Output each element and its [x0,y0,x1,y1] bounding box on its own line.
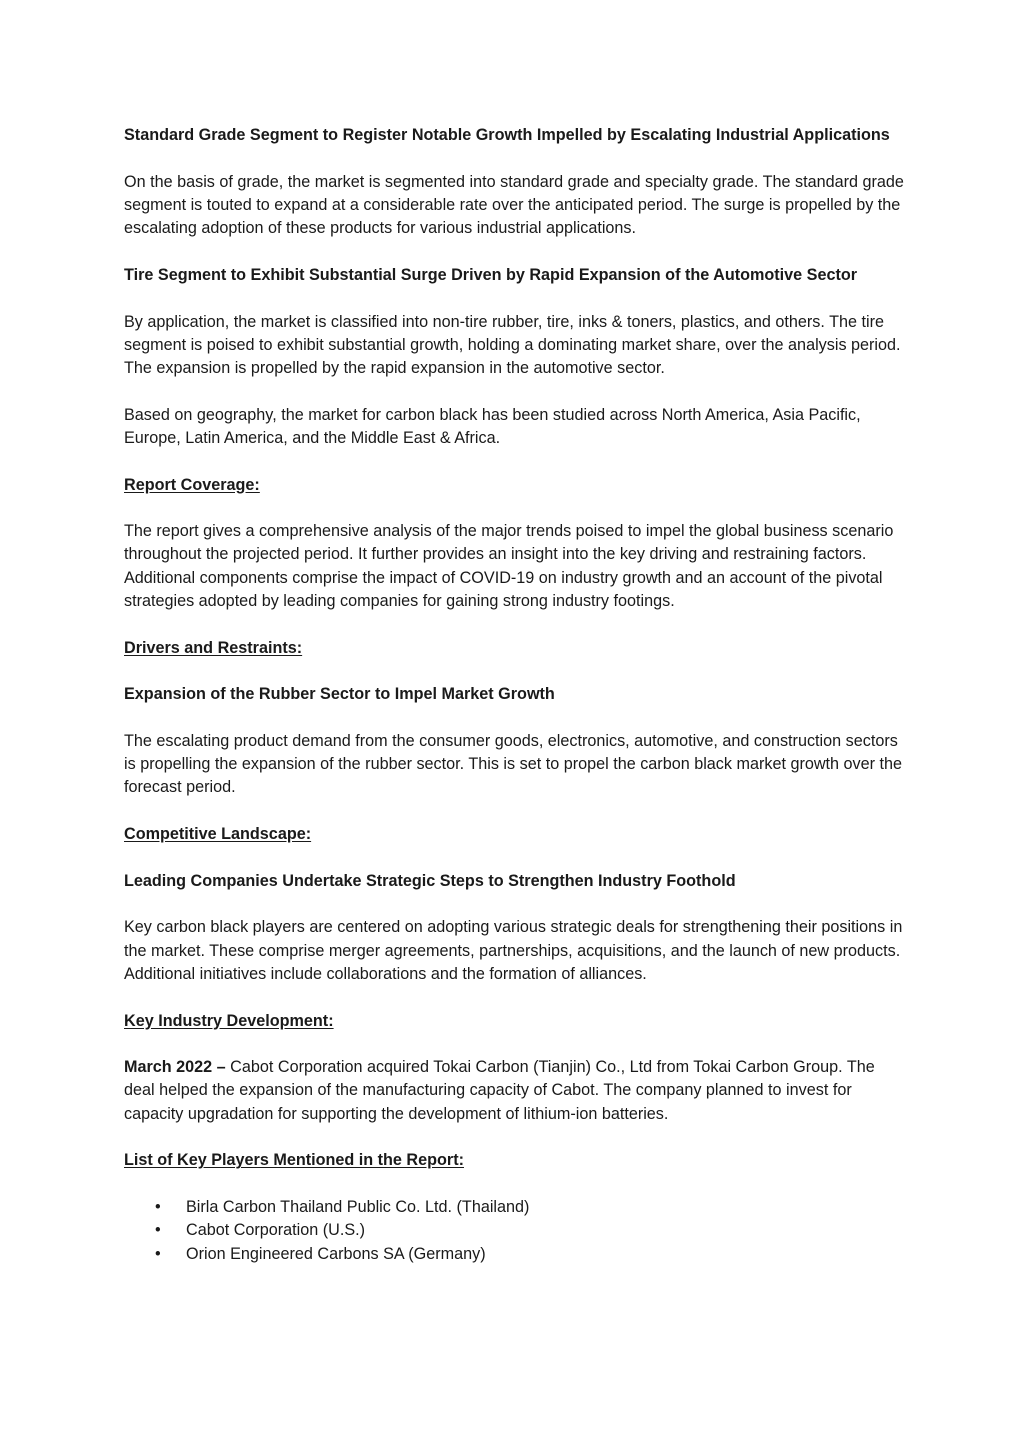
competitive-heading: Leading Companies Undertake Strategic Steps to Strengthen Industry Foothold [124,871,736,890]
key-development-paragraph [124,1056,904,1126]
report-coverage-label: Report Coverage: [124,475,260,494]
key-players-list [124,1196,904,1266]
list-item [124,1196,904,1219]
geography-paragraph: Based on geography, the market for carbon black has been studied across North America, Asia Pacific, Europe, Latin America, and the Middle East & Africa. [124,405,861,447]
development-date: March 2022 – [124,1058,226,1077]
report-coverage-paragraph: The report gives a comprehensive analysis of the major trends poised to impel the global business scenario throughout the projected period. It further provides an insight into the key driving and restraining factors. Additional components comprise the impact of COVID-19 on industry growth and an account of the pivotal strategies adopted by leading companies for gaining strong industry footings. [124,522,894,610]
key-development-label: Key Industry Development: [124,1011,334,1030]
tire-segment-heading: Tire Segment to Exhibit Substantial Surge Driven by Rapid Expansion of the Automotive Sector [124,265,858,284]
list-item [124,1219,904,1242]
player-name: Birla Carbon Thailand Public Co. Ltd. (Thailand) [186,1198,530,1217]
drivers-heading: Expansion of the Rubber Sector to Impel Market Growth [124,685,555,704]
competitive-paragraph: Key carbon black players are centered on adopting various strategic deals for strengthening their positions in the market. These comprise merger agreements, partnerships, acquisitions, and the launch of new products. Additional initiatives include collaborations and the formation of alliances. [124,918,903,983]
player-name: Orion Engineered Carbons SA (Germany) [186,1244,486,1263]
bullet-icon: • [155,1198,161,1217]
key-players-label: List of Key Players Mentioned in the Report: [124,1151,464,1170]
player-name: Cabot Corporation (U.S.) [186,1221,366,1240]
bullet-icon: • [155,1244,161,1263]
grade-segment-heading: Standard Grade Segment to Register Notable Growth Impelled by Escalating Industrial Applications [124,126,890,144]
drivers-restraints-label: Drivers and Restraints: [124,638,303,657]
bullet-icon: • [155,1221,161,1240]
competitive-landscape-label: Competitive Landscape: [124,825,312,844]
drivers-paragraph: The escalating product demand from the consumer goods, electronics, automotive, and construction sectors is propelling the expansion of the rubber sector. This is set to propel the carbon black market growth over the forecast period. [124,731,903,797]
grade-segment-paragraph: On the basis of grade, the market is segmented into standard grade and specialty grade. The standard grade segment is touted to expand at a considerable rate over the anticipated period. The surge is propelled by the escalating adoption of these products for various industrial applications. [124,172,904,238]
document-page [124,124,904,1266]
development-text: Cabot Corporation acquired Tokai Carbon (Tianjin) Co., Ltd from Tokai Carbon Group. The deal helped the expansion of the manufacturing capacity of Cabot. The company planned to invest for capacity upgradation for supporting the development of lithium-ion batteries. [124,1058,875,1123]
list-item [124,1243,904,1266]
tire-segment-paragraph: By application, the market is classified into non-tire rubber, tire, inks & toners, plastics, and others. The tire segment is poised to exhibit substantial growth, holding a dominating market share, over the analysis period. The expansion is propelled by the rapid expansion in the automotive sector. [124,312,901,377]
